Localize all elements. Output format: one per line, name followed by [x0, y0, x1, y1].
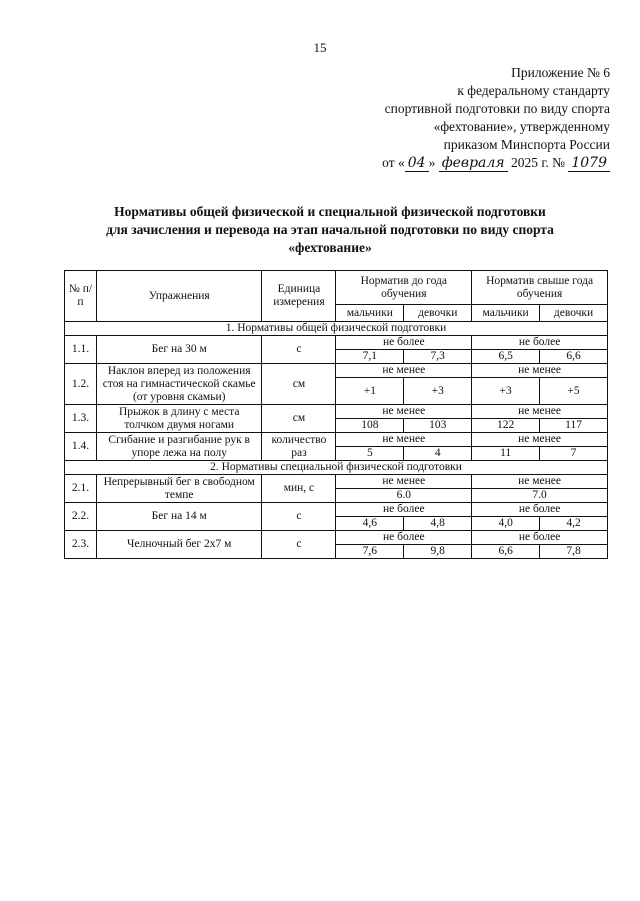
section-row	[65, 322, 608, 336]
header-num: № п/п	[65, 271, 97, 322]
row-unit: с	[262, 531, 336, 559]
header-exercise: Упражнения	[96, 271, 262, 322]
header-girls: девочки	[540, 305, 608, 322]
row-num: 1.4.	[65, 433, 97, 461]
date-mid: »	[428, 155, 436, 170]
row-unit: с	[262, 336, 336, 364]
appendix-block	[330, 64, 610, 172]
row-exercise: Сгибание и разгибание рук в упоре лежа на полу	[96, 433, 262, 461]
value-cell: 7,3	[404, 350, 472, 364]
value-cell: 7	[540, 447, 608, 461]
value-cell: 4,8	[404, 517, 472, 531]
value-cell: 108	[336, 419, 404, 433]
value-cell: 103	[404, 419, 472, 433]
value-cell: 117	[540, 419, 608, 433]
row-unit: количество раз	[262, 433, 336, 461]
date-year: 2025 г. №	[510, 155, 565, 170]
header-group1: Норматив до года обучения	[336, 271, 472, 305]
section-title: 1. Нормативы общей физической подготовки	[65, 322, 608, 336]
appendix-line: спортивной подготовки по виду спорта	[384, 101, 610, 116]
row-condition: не более	[472, 531, 608, 545]
table-row	[65, 405, 608, 419]
value-cell: 7,8	[540, 545, 608, 559]
value-cell: +1	[336, 378, 404, 405]
row-condition: не более	[472, 336, 608, 350]
table-row	[65, 433, 608, 447]
row-condition: не менее	[336, 364, 472, 378]
value-cell: 4	[404, 447, 472, 461]
row-num: 2.3.	[65, 531, 97, 559]
value-cell: 9,8	[404, 545, 472, 559]
value-cell: 11	[472, 447, 540, 461]
row-condition: не менее	[472, 364, 608, 378]
row-condition: не более	[336, 503, 472, 517]
row-condition: не более	[472, 503, 608, 517]
row-num: 1.2.	[65, 364, 97, 405]
value-cell: 5	[336, 447, 404, 461]
row-unit: мин, с	[262, 475, 336, 503]
row-exercise: Бег на 14 м	[96, 503, 262, 531]
value-cell: 7,6	[336, 545, 404, 559]
row-condition: не менее	[336, 433, 472, 447]
table-row	[65, 364, 608, 378]
table-row	[65, 475, 608, 489]
header-row	[65, 271, 608, 305]
value-cell: +3	[472, 378, 540, 405]
row-condition: не менее	[336, 405, 472, 419]
row-num: 2.1.	[65, 475, 97, 503]
norms-table	[64, 270, 608, 559]
row-num: 2.2.	[65, 503, 97, 531]
value-cell: +3	[404, 378, 472, 405]
header-group2: Норматив свыше года обучения	[472, 271, 608, 305]
row-unit: см	[262, 364, 336, 405]
appendix-line: «фехтование», утвержденному	[433, 119, 610, 134]
value-cell: 6,6	[540, 350, 608, 364]
table-row	[65, 531, 608, 545]
row-unit: с	[262, 503, 336, 531]
row-condition: не менее	[472, 433, 608, 447]
row-num: 1.1.	[65, 336, 97, 364]
row-condition: не менее	[472, 475, 608, 489]
value-cell: 4,0	[472, 517, 540, 531]
value-cell: 4,2	[540, 517, 608, 531]
row-exercise: Прыжок в длину с места толчком двумя ногами	[96, 405, 262, 433]
title-line: для зачисления и перевода на этап начальной подготовки по виду спорта	[106, 222, 554, 237]
row-num: 1.3.	[65, 405, 97, 433]
date-day: 04	[405, 155, 429, 172]
appendix-date-line	[330, 154, 610, 172]
document-title	[60, 203, 600, 257]
value-cell: 122	[472, 419, 540, 433]
appendix-line: Приложение № 6	[511, 65, 610, 80]
row-condition: не более	[336, 336, 472, 350]
row-condition: не менее	[336, 475, 472, 489]
header-boys: мальчики	[336, 305, 404, 322]
section-row	[65, 461, 608, 475]
value-cell: +5	[540, 378, 608, 405]
header-unit: Единица измерения	[262, 271, 336, 322]
row-exercise: Бег на 30 м	[96, 336, 262, 364]
row-exercise: Челночный бег 2х7 м	[96, 531, 262, 559]
section-title: 2. Нормативы специальной физической подготовки	[65, 461, 608, 475]
value-cell: 6,5	[472, 350, 540, 364]
value-cell: 7,1	[336, 350, 404, 364]
title-line: «фехтование»	[288, 240, 372, 255]
value-cell: 6.0	[336, 489, 472, 503]
row-condition: не менее	[472, 405, 608, 419]
value-cell: 6,6	[472, 545, 540, 559]
table-row	[65, 503, 608, 517]
date-prefix: от «	[382, 155, 405, 170]
value-cell: 7.0	[472, 489, 608, 503]
title-line: Нормативы общей физической и специальной физической подготовки	[114, 204, 546, 219]
row-condition: не более	[336, 531, 472, 545]
header-girls: девочки	[404, 305, 472, 322]
date-month: февраля	[439, 155, 508, 172]
row-unit: см	[262, 405, 336, 433]
row-exercise: Наклон вперед из положения стоя на гимнастической скамье (от уровня скамьи)	[96, 364, 262, 405]
order-number: 1079	[568, 155, 610, 172]
row-exercise: Непрерывный бег в свободном темпе	[96, 475, 262, 503]
page-number: 15	[313, 40, 327, 55]
appendix-line: приказом Минспорта России	[443, 137, 610, 152]
table-row	[65, 336, 608, 350]
header-boys: мальчики	[472, 305, 540, 322]
value-cell: 4,6	[336, 517, 404, 531]
appendix-line: к федеральному стандарту	[457, 83, 610, 98]
